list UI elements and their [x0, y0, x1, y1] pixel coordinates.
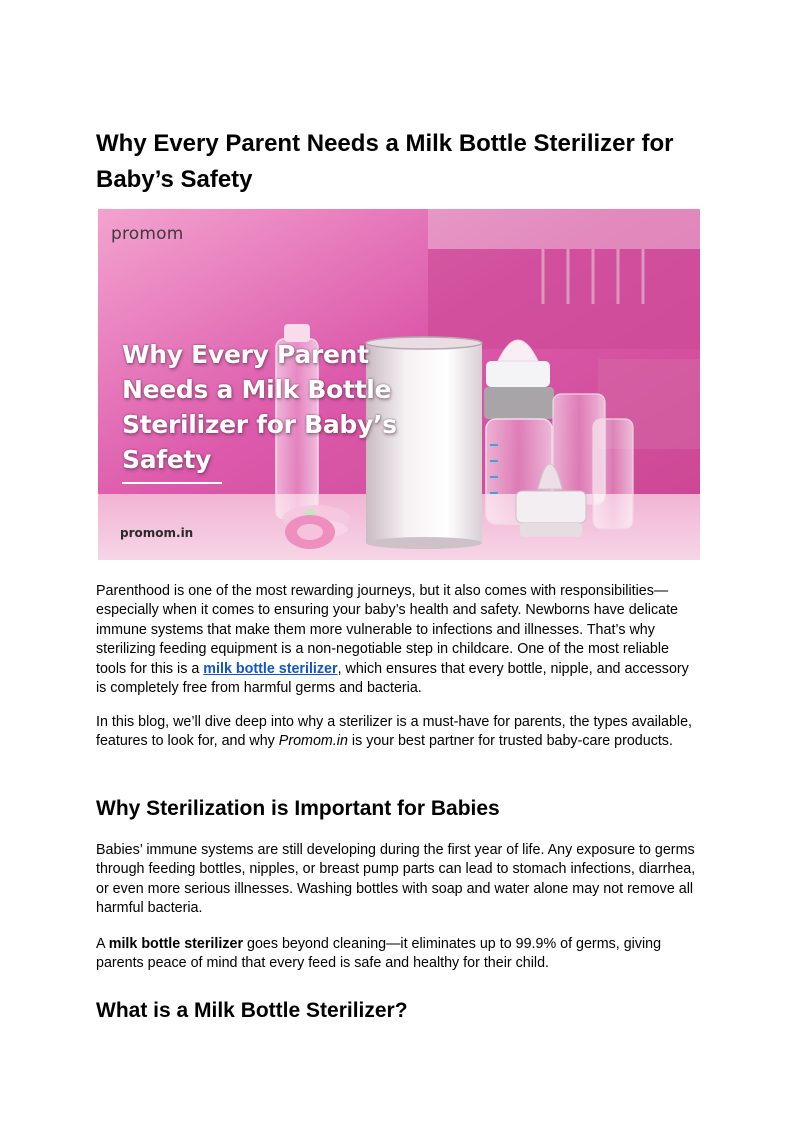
hero-logo: promom — [111, 224, 184, 244]
hero-title: Why Every Parent Needs a Milk Bottle Sterilizer for Baby’s Safety — [122, 340, 397, 474]
blog-paragraph: In this blog, we’ll dive deep into why a sterilizer is a must-have for parents, the types available, features to look for, and why Promom.in is your best partner for trusted baby-care products. — [96, 714, 693, 750]
bold-term: milk bottle sterilizer — [108, 936, 244, 952]
hero-banner — [98, 209, 700, 560]
promom-name: Promom.in — [278, 733, 348, 750]
sterilizer-paragraph: A milk bottle sterilizer goes beyond cleaning—it eliminates up to 99.9% of germs, giving parents peace of mind that every feed is safe and healthy for their child. — [96, 936, 662, 972]
intro-paragraph: Parenthood is one of the most rewarding journeys, but it also comes with responsibilities—especially when it comes to ensuring your baby’s health and safety. Newborns have delicate immune systems that make them more vulnerable to infections and illnesses. That’s why sterilizing feeding equipment is a non-negotiable step in childcare. One of the most reliable tools for this is a milk bottle sterilizer, which ensures that every bottle, nipple, and accessory is completely free from harmful germs and bacteria. — [96, 583, 689, 697]
page-title: Why Every Parent Needs a Milk Bottle Sterilizer for Baby’s Safety — [96, 130, 674, 193]
hero-site: promom.in — [120, 526, 194, 540]
importance-paragraph: Babies’ immune systems are still developing during the first year of life. Any exposure to germs through feeding bottles, nipples, or breast pump parts can lead to stomach infections, diarrhea, or even more serious illnesses. Washing bottles with soap and water alone may not remove all harmful bacteria. — [96, 842, 696, 917]
sterilizer-link[interactable]: milk bottle sterilizer — [203, 660, 338, 677]
hero-underline — [122, 482, 222, 484]
section-heading-what-is: What is a Milk Bottle Sterilizer? — [96, 999, 408, 1022]
section-heading-importance: Why Sterilization is Important for Babies — [96, 797, 500, 820]
